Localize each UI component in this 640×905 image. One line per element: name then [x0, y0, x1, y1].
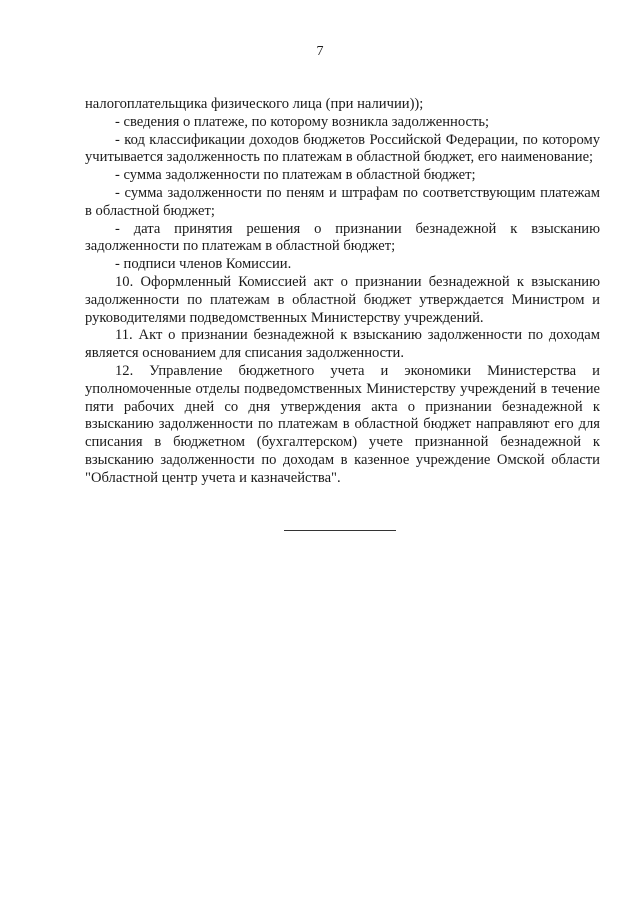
- list-item-signatures: - подписи членов Комиссии.: [115, 256, 292, 273]
- paragraph-continuation: налогоплательщика физического лица (при наличии));: [85, 96, 424, 112]
- list-item-classification-code: - код классификации доходов бюджетов Российской Федерации, по которому учитывается задолженность по платежам в областной бюджет, его наименование;: [85, 131, 600, 166]
- end-of-document-rule: [284, 530, 396, 531]
- list-item-payment-info: - сведения о платеже, по которому возникла задолженность;: [115, 113, 490, 130]
- clause-10: 10. Оформленный Комиссией акт о признании безнадежной к взысканию задолженности по платежам в областной бюджет утверждается Министром и руководителями подведомственных Министерству учреждений.: [85, 273, 600, 326]
- clause-11: 11. Акт о признании безнадежной к взысканию задолженности по доходам является основанием для списания задолженности.: [85, 327, 600, 362]
- clause-12: 12. Управление бюджетного учета и экономики Министерства и уполномоченные отделы подведомственных Министерству учреждений в течение пяти рабочих дней со дня утверждения акта о признании безнадежной к взысканию задолженности по платежам в областной бюджет направляют его для списания в бюджетном (бухгалтерском) учете признанной безнадежной к взысканию задолженности по доходам в казенное учреждение Омской области "Областной центр учета и казначейства".: [85, 362, 600, 486]
- document-body: [85, 96, 600, 488]
- list-item-decision-date: - дата принятия решения о признании безнадежной к взысканию задолженности по платежам в областной бюджет;: [85, 220, 600, 255]
- list-item-debt-amount: - сумма задолженности по платежам в областной бюджет;: [115, 167, 476, 184]
- list-item-penalties-amount: - сумма задолженности по пеням и штрафам по соответствующим платежам в областной бюджет;: [85, 184, 600, 219]
- page-number: 7: [316, 44, 324, 59]
